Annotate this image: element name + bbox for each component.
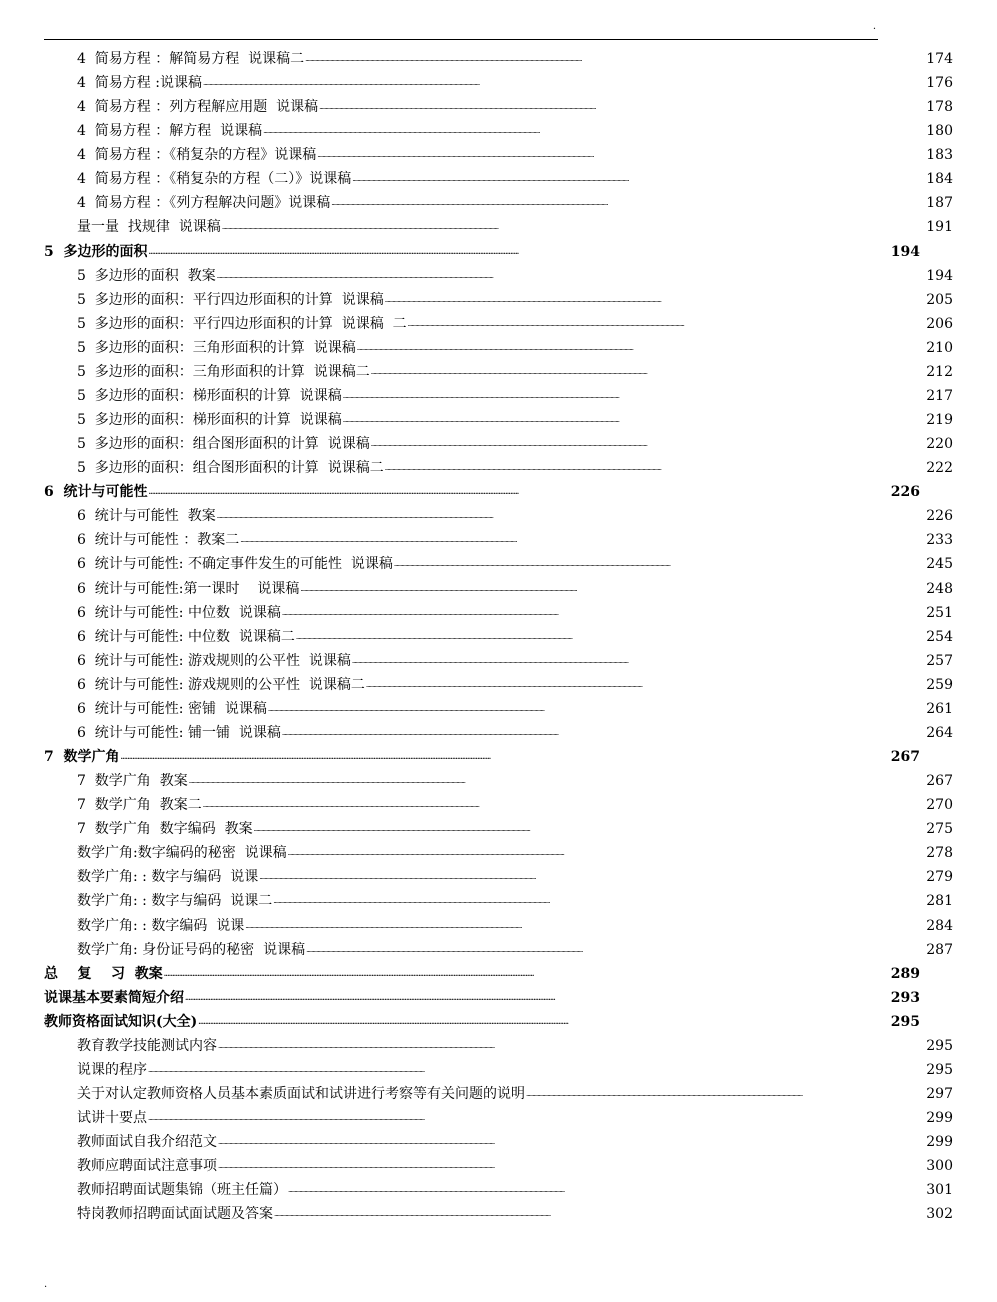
toc-entry[interactable] (0, 549, 997, 573)
toc-entry-title: 说课基本要素简短介绍 (44, 989, 184, 1006)
toc-page-number: 267 (890, 749, 920, 766)
toc-entry[interactable] (0, 501, 997, 525)
toc-entry[interactable] (0, 212, 997, 236)
toc-dot-leader (282, 722, 912, 742)
toc-entry[interactable] (0, 670, 997, 694)
toc-entry-title: 教师资格面试知识(大全) (44, 1013, 198, 1030)
toc-page-number: 206 (926, 315, 953, 332)
toc-entry-title: 7 数学广角 数字编码 教案 (77, 821, 253, 838)
toc-page-number: 176 (926, 75, 953, 92)
toc-entry-title: 量一量 找规律 说课稿 (77, 219, 221, 236)
toc-entry-title: 6 统计与可能性: 不确定事件发生的可能性 说课稿 (77, 556, 393, 573)
toc-entry-title: 4 简易方程 ：解方程 说课稿 (77, 123, 263, 140)
toc-entry[interactable] (0, 453, 997, 477)
toc-dot-leader (259, 866, 912, 886)
toc-dot-leader (296, 626, 912, 646)
toc-page-number: 205 (926, 291, 953, 308)
toc-dot-leader (394, 553, 912, 573)
toc-entry-title: 数学广角:数字编码的秘密 说课稿 (77, 845, 287, 862)
toc-entry-title: 试讲十要点 (77, 1110, 147, 1127)
toc-dot-leader (198, 1011, 879, 1031)
toc-entry-title: 教师面试自我介绍范文 (77, 1134, 217, 1151)
toc-page-number: 267 (926, 773, 953, 790)
toc-dot-leader (343, 409, 912, 429)
toc-page-number: 279 (926, 869, 953, 886)
toc-entry-title: 数学广角: : 数字与编码 说课二 (77, 893, 273, 910)
toc-page-number: 264 (926, 724, 953, 741)
toc-dot-leader (300, 578, 912, 598)
toc-page-number: 219 (926, 412, 953, 429)
toc-chapter-entry[interactable] (0, 1007, 964, 1031)
toc-dot-leader (371, 361, 912, 381)
toc-entry-title: 5 多边形的面积：三角形面积的计算 说课稿二 (77, 363, 370, 380)
toc-entry-title: 6 统计与可能性 (44, 484, 148, 501)
toc-dot-leader (222, 216, 912, 236)
toc-page-number: 299 (926, 1110, 953, 1127)
toc-page-number: 183 (926, 147, 953, 164)
toc-entry[interactable] (0, 381, 997, 405)
toc-page-number: 212 (926, 363, 953, 380)
toc-entry-title: 4 简易方程 ：列方程解应用题 说课稿 (77, 99, 319, 116)
toc-dot-leader (352, 168, 912, 188)
toc-page-number: 178 (926, 99, 953, 116)
toc-dot-leader (149, 481, 880, 501)
toc-entry[interactable] (0, 92, 997, 116)
toc-entry[interactable] (0, 261, 997, 285)
toc-entry[interactable] (0, 838, 997, 862)
toc-entry-title: 6 统计与可能性: 密铺 说课稿 (77, 700, 267, 717)
toc-page-number: 259 (926, 676, 953, 693)
toc-page-number: 184 (926, 171, 953, 188)
toc-dot-leader (306, 939, 912, 959)
toc-entry-title: 6 统计与可能性: 铺一铺 说课稿 (77, 724, 281, 741)
toc-entry-title: 4 简易方程 ：解简易方程 说课稿二 (77, 51, 305, 67)
toc-dot-leader (263, 120, 912, 140)
toc-page-number: 187 (926, 195, 953, 212)
toc-dot-leader (366, 674, 912, 694)
toc-dot-leader (343, 385, 912, 405)
toc-page-number: 295 (890, 1013, 920, 1030)
toc-entry[interactable] (0, 188, 997, 212)
toc-dot-leader (282, 602, 912, 622)
toc-entry[interactable] (0, 1151, 997, 1175)
toc-entry-title: 5 多边形的面积：梯形面积的计算 说课稿 (77, 412, 342, 429)
toc-dot-leader (526, 1083, 912, 1103)
toc-dot-leader (352, 650, 912, 670)
toc-page-number: 248 (926, 580, 953, 597)
toc-entry[interactable] (0, 935, 997, 959)
toc-page-number: 191 (926, 219, 953, 236)
toc-entry-title: 数学广角: : 数字编码 说课 (77, 917, 245, 934)
toc-page-number: 194 (926, 267, 953, 284)
toc-entry-title: 5 多边形的面积：三角形面积的计算 说课稿 (77, 339, 356, 356)
toc-entry[interactable] (0, 140, 997, 164)
toc-page-number: 210 (926, 339, 953, 356)
toc-entry[interactable] (0, 68, 997, 92)
toc-chapter-entry[interactable] (0, 477, 964, 501)
toc-entry[interactable] (0, 1103, 997, 1127)
toc-page-number: 289 (890, 965, 920, 982)
toc-entry-title: 6 统计与可能性: 中位数 说课稿 (77, 604, 281, 621)
toc-entry[interactable] (0, 1079, 997, 1103)
toc-page-number: 254 (926, 628, 953, 645)
toc-dot-leader (164, 963, 879, 983)
toc-dot-leader (254, 818, 912, 838)
toc-dot-leader (288, 1179, 912, 1199)
toc-dot-leader (273, 890, 912, 910)
toc-dot-leader (148, 1107, 912, 1127)
toc-entry-title: 总 复 习 教案 (44, 965, 163, 982)
toc-page-number: 217 (926, 387, 953, 404)
toc-entry[interactable] (0, 44, 997, 68)
toc-entry-title: 教师招聘面试题集锦（班主任篇） (77, 1182, 287, 1199)
toc-dot-leader (203, 72, 912, 92)
toc-page-number: 233 (926, 532, 953, 549)
toc-dot-leader (274, 1203, 912, 1223)
toc-dot-leader (217, 505, 912, 525)
toc-entry-title: 7 数学广角 教案 (77, 773, 188, 790)
toc-entry[interactable] (0, 116, 997, 140)
toc-dot-leader (218, 1035, 912, 1055)
toc-entry-title: 6 统计与可能性 教案 (77, 508, 216, 525)
toc-page-number: 278 (926, 845, 953, 862)
toc-entry-title: 5 多边形的面积：组合图形面积的计算 说课稿二 (77, 460, 384, 477)
toc-page-number: 300 (926, 1158, 953, 1175)
toc-page-number: 222 (926, 460, 953, 477)
toc-dot-leader (288, 842, 912, 862)
toc-page-number: 194 (890, 243, 920, 260)
toc-entry[interactable] (0, 1175, 997, 1199)
toc-dot-leader (357, 337, 912, 357)
toc-entry[interactable] (0, 1127, 997, 1151)
toc-entry[interactable] (0, 718, 997, 742)
toc-entry[interactable] (0, 429, 997, 453)
toc-dot-leader (245, 915, 912, 935)
toc-entry[interactable] (0, 333, 997, 357)
toc-entry-title: 7 数学广角 (44, 749, 120, 766)
toc-entry-title: 5 多边形的面积：平行四边形面积的计算 说课稿 (77, 291, 384, 308)
toc-page-number: 281 (926, 893, 953, 910)
toc-page-number: 275 (926, 821, 953, 838)
toc-entry[interactable] (0, 574, 997, 598)
toc-dot-leader (385, 457, 912, 477)
toc-page-number: 301 (926, 1182, 953, 1199)
toc-page-number: 261 (926, 700, 953, 717)
toc-entry[interactable] (0, 405, 997, 429)
toc-entry[interactable] (0, 598, 997, 622)
toc-entry-title: 数学广角: : 数字与编码 说课 (77, 869, 259, 886)
toc-entry-title: 特岗教师招聘面试面试题及答案 (77, 1206, 273, 1223)
toc-entry[interactable] (0, 862, 997, 886)
toc-page-number: 174 (926, 51, 953, 67)
toc-dot-leader (148, 1059, 912, 1079)
toc-dot-leader (331, 192, 912, 212)
toc-page-number: 257 (926, 652, 953, 669)
toc-chapter-entry[interactable] (0, 959, 964, 983)
toc-dot-leader (240, 529, 912, 549)
toc-page-number: 297 (926, 1086, 953, 1102)
toc-page-number: 302 (926, 1206, 953, 1223)
toc-entry[interactable] (0, 1199, 997, 1223)
toc-dot-leader (218, 1131, 912, 1151)
toc-dot-leader (317, 144, 912, 164)
toc-page-number: 226 (890, 484, 920, 501)
toc-dot-leader (408, 313, 912, 333)
toc-entry[interactable] (0, 285, 997, 309)
toc-entry-title: 4 简易方程 ：《列方程解决问题》说课稿 (77, 195, 331, 212)
toc-dot-leader (371, 433, 912, 453)
toc-entry[interactable] (0, 790, 997, 814)
toc-page-number: 284 (926, 917, 953, 934)
toc-entry-title: 5 多边形的面积：组合图形面积的计算 说课稿 (77, 436, 370, 453)
toc-page-number: 226 (926, 508, 953, 525)
toc-page-number: 220 (926, 436, 953, 453)
toc-dot-leader (268, 698, 912, 718)
toc-entry[interactable] (0, 309, 997, 333)
toc-entry-title: 教师应聘面试注意事项 (77, 1158, 217, 1175)
header-rule (44, 39, 878, 40)
toc-entry-title: 说课的程序 (77, 1061, 147, 1078)
toc-dot-leader (185, 987, 879, 1007)
toc-entry[interactable] (0, 525, 997, 549)
toc-page-number: 270 (926, 797, 953, 814)
footer-corner-mark: . (44, 1279, 48, 1290)
toc-page-number: 295 (926, 1061, 953, 1078)
toc-dot-leader (217, 265, 912, 285)
toc-entry[interactable] (0, 1031, 997, 1055)
toc-entry-title: 数学广角: 身份证号码的秘密 说课稿 (77, 941, 306, 958)
toc-entry-title: 教育教学技能测试内容 (77, 1037, 217, 1054)
toc-dot-leader (121, 746, 880, 766)
toc-entry[interactable] (0, 911, 997, 935)
toc-page-number: 251 (926, 604, 953, 621)
toc-entry[interactable] (0, 814, 997, 838)
toc-page-number: 180 (926, 123, 953, 140)
toc-dot-leader (385, 289, 912, 309)
toc-entry[interactable] (0, 1055, 997, 1079)
toc-dot-leader (149, 241, 880, 261)
toc-entry[interactable] (0, 164, 997, 188)
toc-entry-title: 6 统计与可能性: 游戏规则的公平性 说课稿 (77, 652, 351, 669)
toc-entry[interactable] (0, 357, 997, 381)
toc-chapter-entry[interactable] (0, 237, 964, 261)
toc-entry-title: 5 多边形的面积：平行四边形面积的计算 说课稿 二 (77, 315, 407, 332)
toc-entry-title: 5 多边形的面积 教案 (77, 267, 216, 284)
toc-dot-leader (189, 770, 912, 790)
header-corner-mark: . (872, 21, 876, 32)
toc-entry-title: 6 统计与可能性:第一课时 说课稿 (77, 580, 300, 597)
toc-dot-leader (319, 96, 912, 116)
toc-entry-title: 6 统计与可能性 ：教案二 (77, 532, 240, 549)
toc-entry-title: 6 统计与可能性: 中位数 说课稿二 (77, 628, 295, 645)
toc-chapter-entry[interactable] (0, 983, 964, 1007)
toc-entry-title: 关于对认定教师资格人员基本素质面试和试讲进行考察等有关问题的说明 (77, 1086, 525, 1102)
toc-entry-title: 6 统计与可能性: 游戏规则的公平性 说课稿二 (77, 676, 365, 693)
toc-entry-title: 7 数学广角 教案二 (77, 797, 202, 814)
toc-entry[interactable] (0, 646, 997, 670)
toc-entry[interactable] (0, 766, 997, 790)
toc-entry[interactable] (0, 694, 997, 718)
toc-dot-leader (203, 794, 912, 814)
toc-chapter-entry[interactable] (0, 742, 964, 766)
toc-page-number: 299 (926, 1134, 953, 1151)
toc-entry-title: 5 多边形的面积 (44, 243, 148, 260)
toc-entry[interactable] (0, 886, 997, 910)
toc-entry[interactable] (0, 622, 997, 646)
toc-entry-title: 4 简易方程 :说课稿 (77, 75, 202, 92)
toc-dot-leader (305, 48, 912, 68)
toc-dot-leader (218, 1155, 912, 1175)
toc-page-number: 287 (926, 941, 953, 958)
toc-page-number: 245 (926, 556, 953, 573)
toc-entry-title: 5 多边形的面积：梯形面积的计算 说课稿 (77, 387, 342, 404)
toc-page-number: 293 (890, 989, 920, 1006)
toc-entry-title: 4 简易方程 ：《稍复杂的方程》说课稿 (77, 147, 317, 164)
toc-page-number: 295 (926, 1037, 953, 1054)
toc-entry-title: 4 简易方程 ：《稍复杂的方程（二）》说课稿 (77, 171, 352, 188)
